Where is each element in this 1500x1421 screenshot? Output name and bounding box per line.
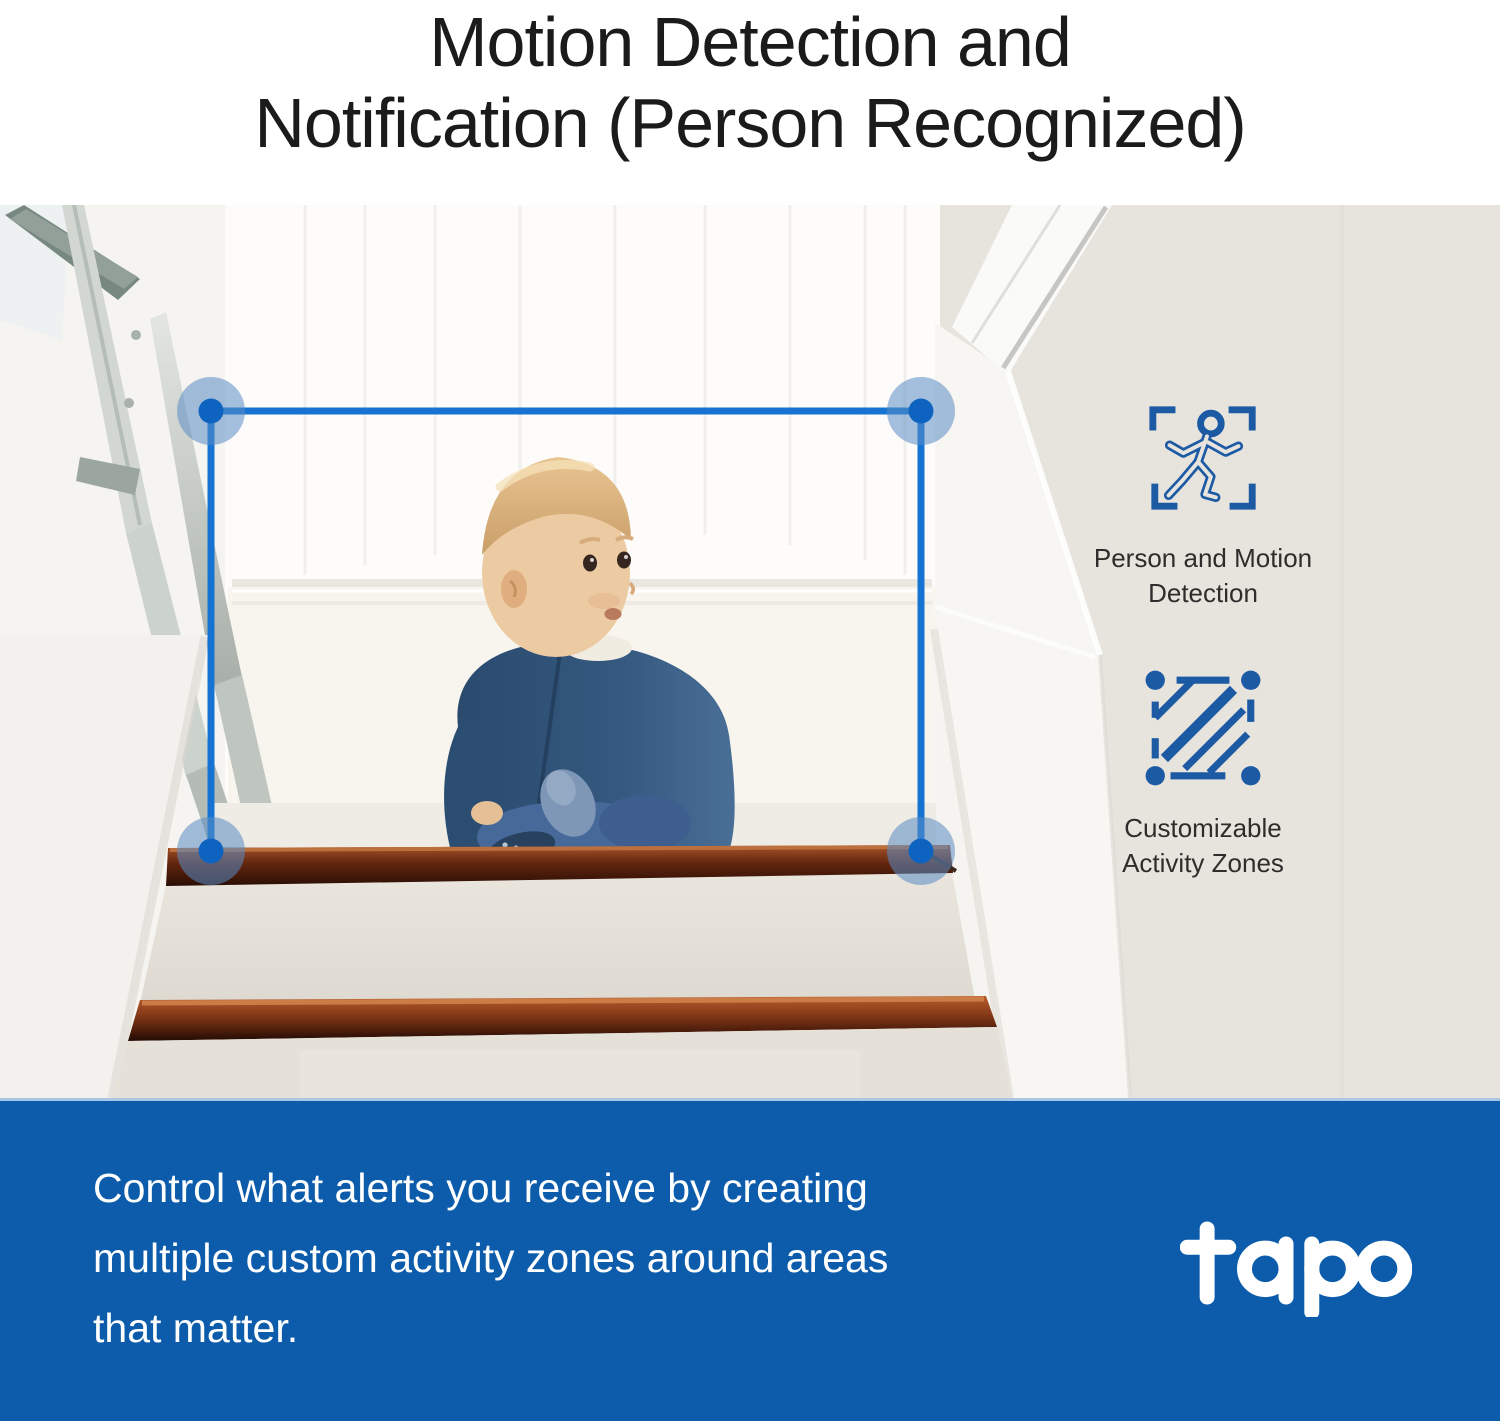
staircase-photo	[0, 205, 1500, 1098]
title-line-1: Motion Detection and	[429, 3, 1071, 81]
banner-copy	[93, 1153, 888, 1363]
banner-line: multiple custom activity zones around areas	[93, 1235, 889, 1281]
page-title	[0, 0, 1500, 205]
title-line-2: Notification (Person Recognized)	[254, 84, 1246, 162]
activity-zones-icon	[1140, 665, 1266, 791]
banner-line: that matter.	[93, 1305, 299, 1351]
tapo-logo	[1180, 1219, 1412, 1317]
feature-label-line: Customizable	[1124, 813, 1282, 843]
banner-line: Control what alerts you receive by creating	[93, 1165, 868, 1211]
feature-label-line: Person and Motion	[1093, 543, 1313, 573]
feature-label-line: Detection	[1148, 578, 1258, 608]
feature-label-line: Activity Zones	[1122, 848, 1284, 878]
person-motion-detection-icon	[1143, 397, 1265, 519]
staircase-photo-svg	[0, 205, 1500, 1098]
bottom-banner	[0, 1098, 1500, 1421]
feature-label-person-motion	[1053, 541, 1353, 611]
feature-label-activity-zones	[1053, 811, 1353, 881]
